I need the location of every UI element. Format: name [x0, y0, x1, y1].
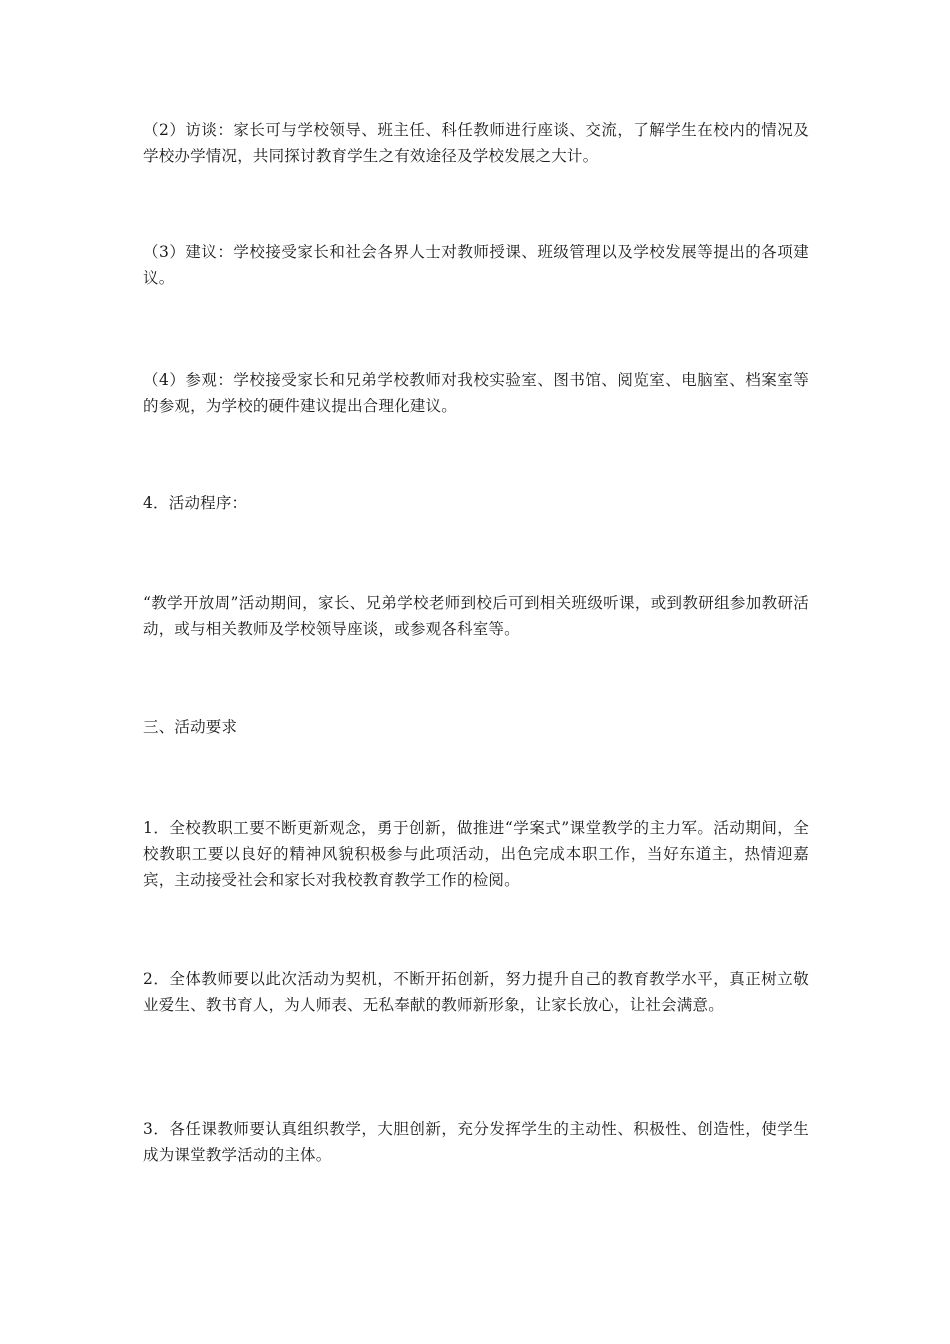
heading-activity-requirements: 三、活动要求	[143, 718, 238, 736]
heading-activity-procedure: 4．活动程序：	[143, 494, 248, 512]
paragraph-visit: （4）参观：学校接受家长和兄弟学校教师对我校实验室、图书馆、阅览室、电脑室、档案室等的参观，为学校的硬件建议提出合理化建议。	[143, 371, 809, 415]
paragraph-requirement-2: 2．全体教师要以此次活动为契机，不断开拓创新，努力提升自己的教育教学水平，真正树立敬业爱生、教书育人，为人师表、无私奉献的教师新形象，让家长放心，让社会满意。	[143, 970, 809, 1014]
paragraph-requirement-1: 1．全校教职工要不断更新观念，勇于创新，做推进“学案式”课堂教学的主力军。活动期间，全校教职工要以良好的精神风貌积极参与此项活动，出色完成本职工作，当好东道主，热情迎嘉宾，主动接受社会和家长对我校教育教学工作的检阅。	[143, 819, 809, 889]
paragraph-procedure-detail: “教学开放周”活动期间，家长、兄弟学校老师到校后可到相关班级听课，或到教研组参加教研活动，或与相关教师及学校领导座谈，或参观各科室等。	[143, 594, 809, 638]
paragraph-interview: （2）访谈：家长可与学校领导、班主任、科任教师进行座谈、交流，了解学生在校内的情况及学校办学情况，共同探讨教育学生之有效途径及学校发展之大计。	[143, 121, 809, 165]
paragraph-suggestion: （3）建议：学校接受家长和社会各界人士对教师授课、班级管理以及学校发展等提出的各项建议。	[143, 243, 809, 287]
paragraph-requirement-3: 3．各任课教师要认真组织教学，大胆创新，充分发挥学生的主动性、积极性、创造性，使学生成为课堂教学活动的主体。	[143, 1120, 809, 1164]
